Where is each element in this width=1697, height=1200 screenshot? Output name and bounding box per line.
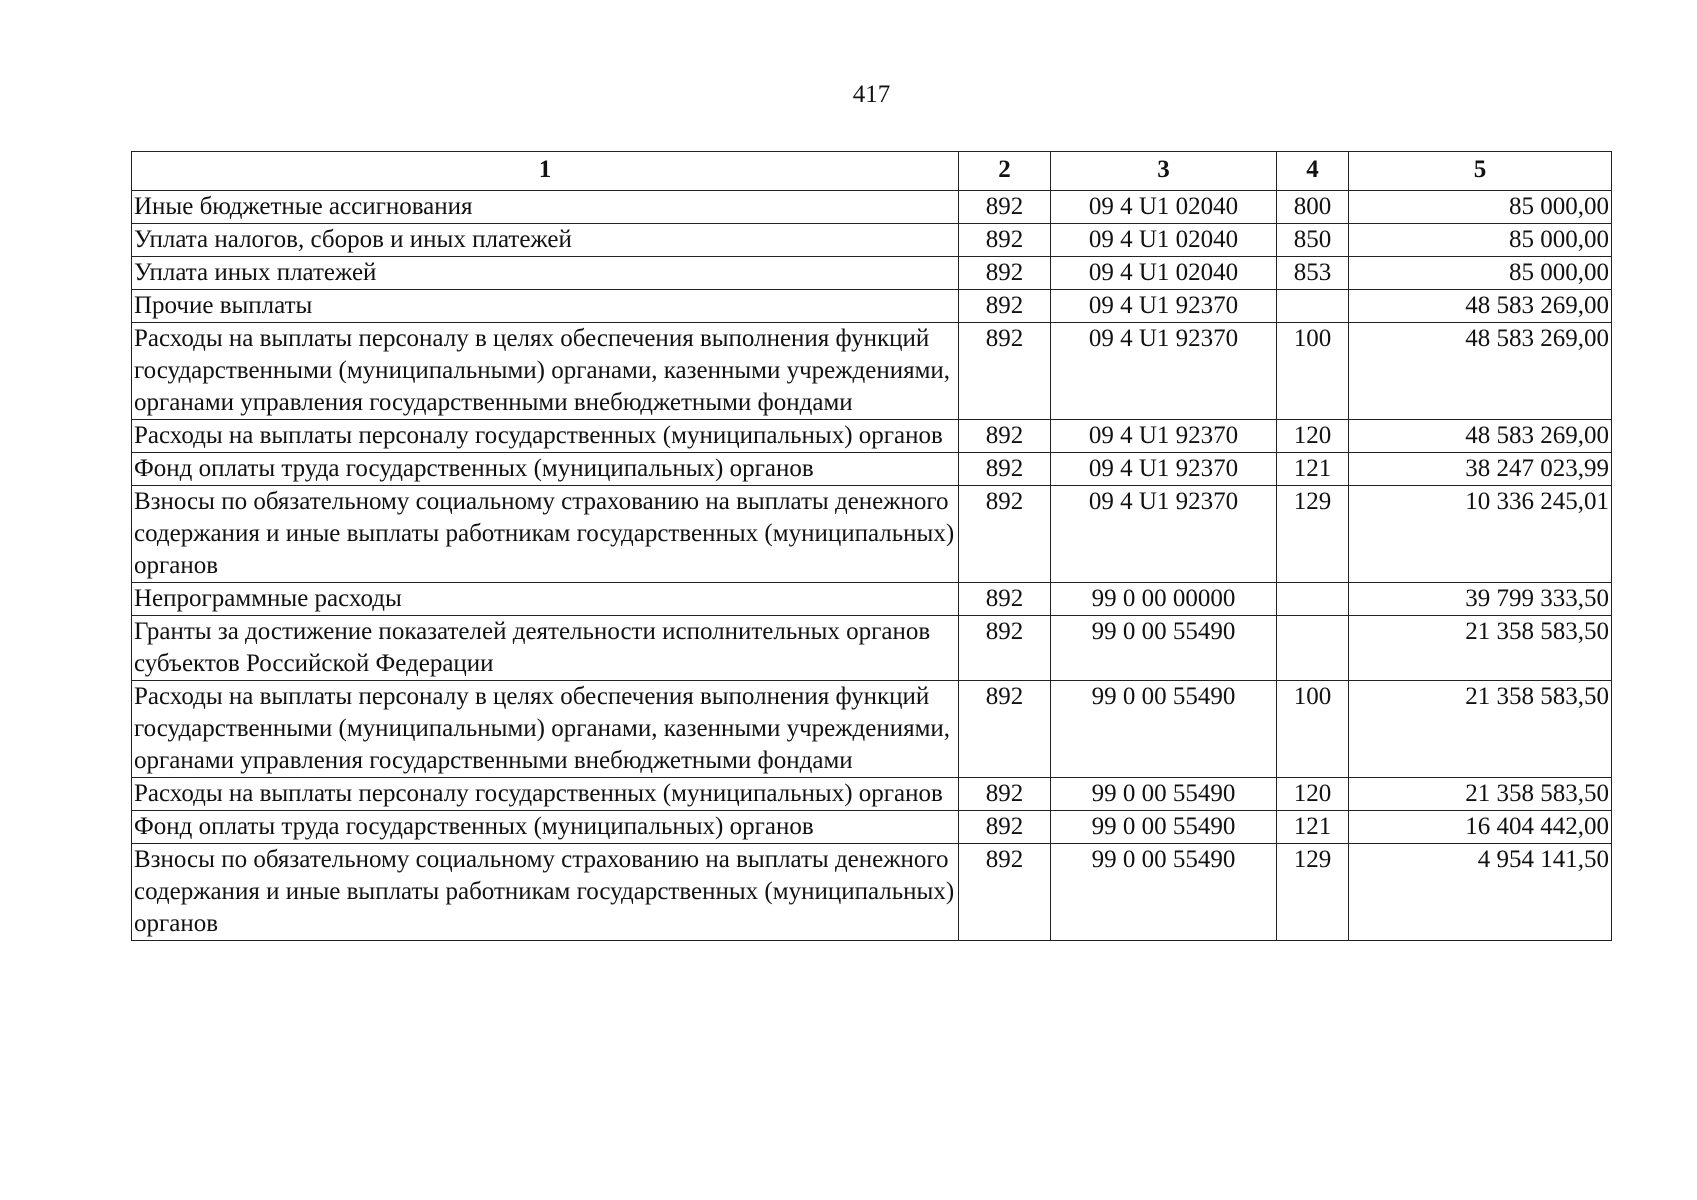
cell-name: Расходы на выплаты персоналу государственных (муниципальных) органов [132, 778, 959, 811]
cell-name: Взносы по обязательному социальному страхованию на выплаты денежного содержания и иные выплаты работникам государственных (муниципальных) органов [132, 486, 959, 583]
cell-expense-type: 120 [1277, 420, 1349, 453]
cell-amount: 85 000,00 [1349, 191, 1612, 224]
table-header-row [132, 152, 1612, 191]
cell-name: Иные бюджетные ассигнования [132, 191, 959, 224]
cell-target-article: 09 4 U1 92370 [1051, 453, 1277, 486]
cell-expense-type: 850 [1277, 224, 1349, 257]
cell-target-article: 99 0 00 55490 [1051, 811, 1277, 844]
cell-expense-type: 120 [1277, 778, 1349, 811]
cell-target-article: 09 4 U1 92370 [1051, 420, 1277, 453]
cell-target-article: 09 4 U1 02040 [1051, 191, 1277, 224]
cell-target-article: 99 0 00 00000 [1051, 583, 1277, 616]
budget-table [131, 151, 1612, 941]
cell-amount: 48 583 269,00 [1349, 420, 1612, 453]
cell-expense-type: 100 [1277, 323, 1349, 420]
cell-name: Взносы по обязательному социальному страхованию на выплаты денежного содержания и иные выплаты работникам государственных (муниципальных) органов [132, 844, 959, 941]
cell-amount: 16 404 442,00 [1349, 811, 1612, 844]
page-number: 417 [852, 81, 891, 108]
cell-expense-type: 121 [1277, 453, 1349, 486]
table-row [132, 257, 1612, 290]
table-row [132, 486, 1612, 583]
cell-amount: 21 358 583,50 [1349, 616, 1612, 681]
column-header-5: 5 [1349, 152, 1612, 191]
cell-ministry-code: 892 [959, 224, 1051, 257]
cell-ministry-code: 892 [959, 191, 1051, 224]
cell-amount: 38 247 023,99 [1349, 453, 1612, 486]
cell-name: Расходы на выплаты персоналу в целях обеспечения выполнения функций государственными (муниципальными) органами, казенными учреждениями, органами управления государственными внебюджетными фондами [132, 681, 959, 778]
column-header-4: 4 [1277, 152, 1349, 191]
column-header-2: 2 [959, 152, 1051, 191]
table-row [132, 323, 1612, 420]
cell-amount: 4 954 141,50 [1349, 844, 1612, 941]
cell-name: Гранты за достижение показателей деятельности исполнительных органов субъектов Российской Федерации [132, 616, 959, 681]
cell-ministry-code: 892 [959, 290, 1051, 323]
table-row [132, 583, 1612, 616]
cell-ministry-code: 892 [959, 420, 1051, 453]
cell-ministry-code: 892 [959, 486, 1051, 583]
table-row [132, 844, 1612, 941]
cell-expense-type: 129 [1277, 486, 1349, 583]
cell-name: Уплата иных платежей [132, 257, 959, 290]
table-row [132, 453, 1612, 486]
cell-name: Фонд оплаты труда государственных (муниципальных) органов [132, 811, 959, 844]
cell-ministry-code: 892 [959, 681, 1051, 778]
cell-amount: 48 583 269,00 [1349, 290, 1612, 323]
cell-expense-type [1277, 290, 1349, 323]
table-row [132, 681, 1612, 778]
cell-target-article: 09 4 U1 02040 [1051, 257, 1277, 290]
table-row [132, 778, 1612, 811]
cell-expense-type [1277, 616, 1349, 681]
cell-expense-type: 800 [1277, 191, 1349, 224]
cell-ministry-code: 892 [959, 583, 1051, 616]
cell-expense-type: 121 [1277, 811, 1349, 844]
table-row [132, 811, 1612, 844]
cell-expense-type [1277, 583, 1349, 616]
cell-expense-type: 853 [1277, 257, 1349, 290]
cell-target-article: 09 4 U1 02040 [1051, 224, 1277, 257]
column-header-3: 3 [1051, 152, 1277, 191]
cell-target-article: 09 4 U1 92370 [1051, 290, 1277, 323]
cell-ministry-code: 892 [959, 811, 1051, 844]
cell-amount: 85 000,00 [1349, 224, 1612, 257]
column-header-1: 1 [132, 152, 959, 191]
cell-name: Непрограммные расходы [132, 583, 959, 616]
table-body [132, 191, 1612, 941]
table-row [132, 191, 1612, 224]
cell-ministry-code: 892 [959, 453, 1051, 486]
cell-ministry-code: 892 [959, 616, 1051, 681]
cell-amount: 21 358 583,50 [1349, 681, 1612, 778]
cell-expense-type: 129 [1277, 844, 1349, 941]
table-row [132, 616, 1612, 681]
cell-expense-type: 100 [1277, 681, 1349, 778]
cell-amount: 48 583 269,00 [1349, 323, 1612, 420]
cell-name: Уплата налогов, сборов и иных платежей [132, 224, 959, 257]
table-row [132, 420, 1612, 453]
cell-amount: 21 358 583,50 [1349, 778, 1612, 811]
cell-amount: 39 799 333,50 [1349, 583, 1612, 616]
cell-target-article: 99 0 00 55490 [1051, 681, 1277, 778]
cell-target-article: 09 4 U1 92370 [1051, 486, 1277, 583]
cell-ministry-code: 892 [959, 778, 1051, 811]
cell-name: Расходы на выплаты персоналу в целях обеспечения выполнения функций государственными (муниципальными) органами, казенными учреждениями, органами управления государственными внебюджетными фондами [132, 323, 959, 420]
cell-ministry-code: 892 [959, 257, 1051, 290]
cell-ministry-code: 892 [959, 844, 1051, 941]
cell-amount: 10 336 245,01 [1349, 486, 1612, 583]
cell-target-article: 99 0 00 55490 [1051, 844, 1277, 941]
cell-name: Расходы на выплаты персоналу государственных (муниципальных) органов [132, 420, 959, 453]
cell-name: Прочие выплаты [132, 290, 959, 323]
cell-target-article: 09 4 U1 92370 [1051, 323, 1277, 420]
cell-target-article: 99 0 00 55490 [1051, 778, 1277, 811]
cell-name: Фонд оплаты труда государственных (муниципальных) органов [132, 453, 959, 486]
cell-amount: 85 000,00 [1349, 257, 1612, 290]
cell-target-article: 99 0 00 55490 [1051, 616, 1277, 681]
table-row [132, 224, 1612, 257]
cell-ministry-code: 892 [959, 323, 1051, 420]
table-row [132, 290, 1612, 323]
